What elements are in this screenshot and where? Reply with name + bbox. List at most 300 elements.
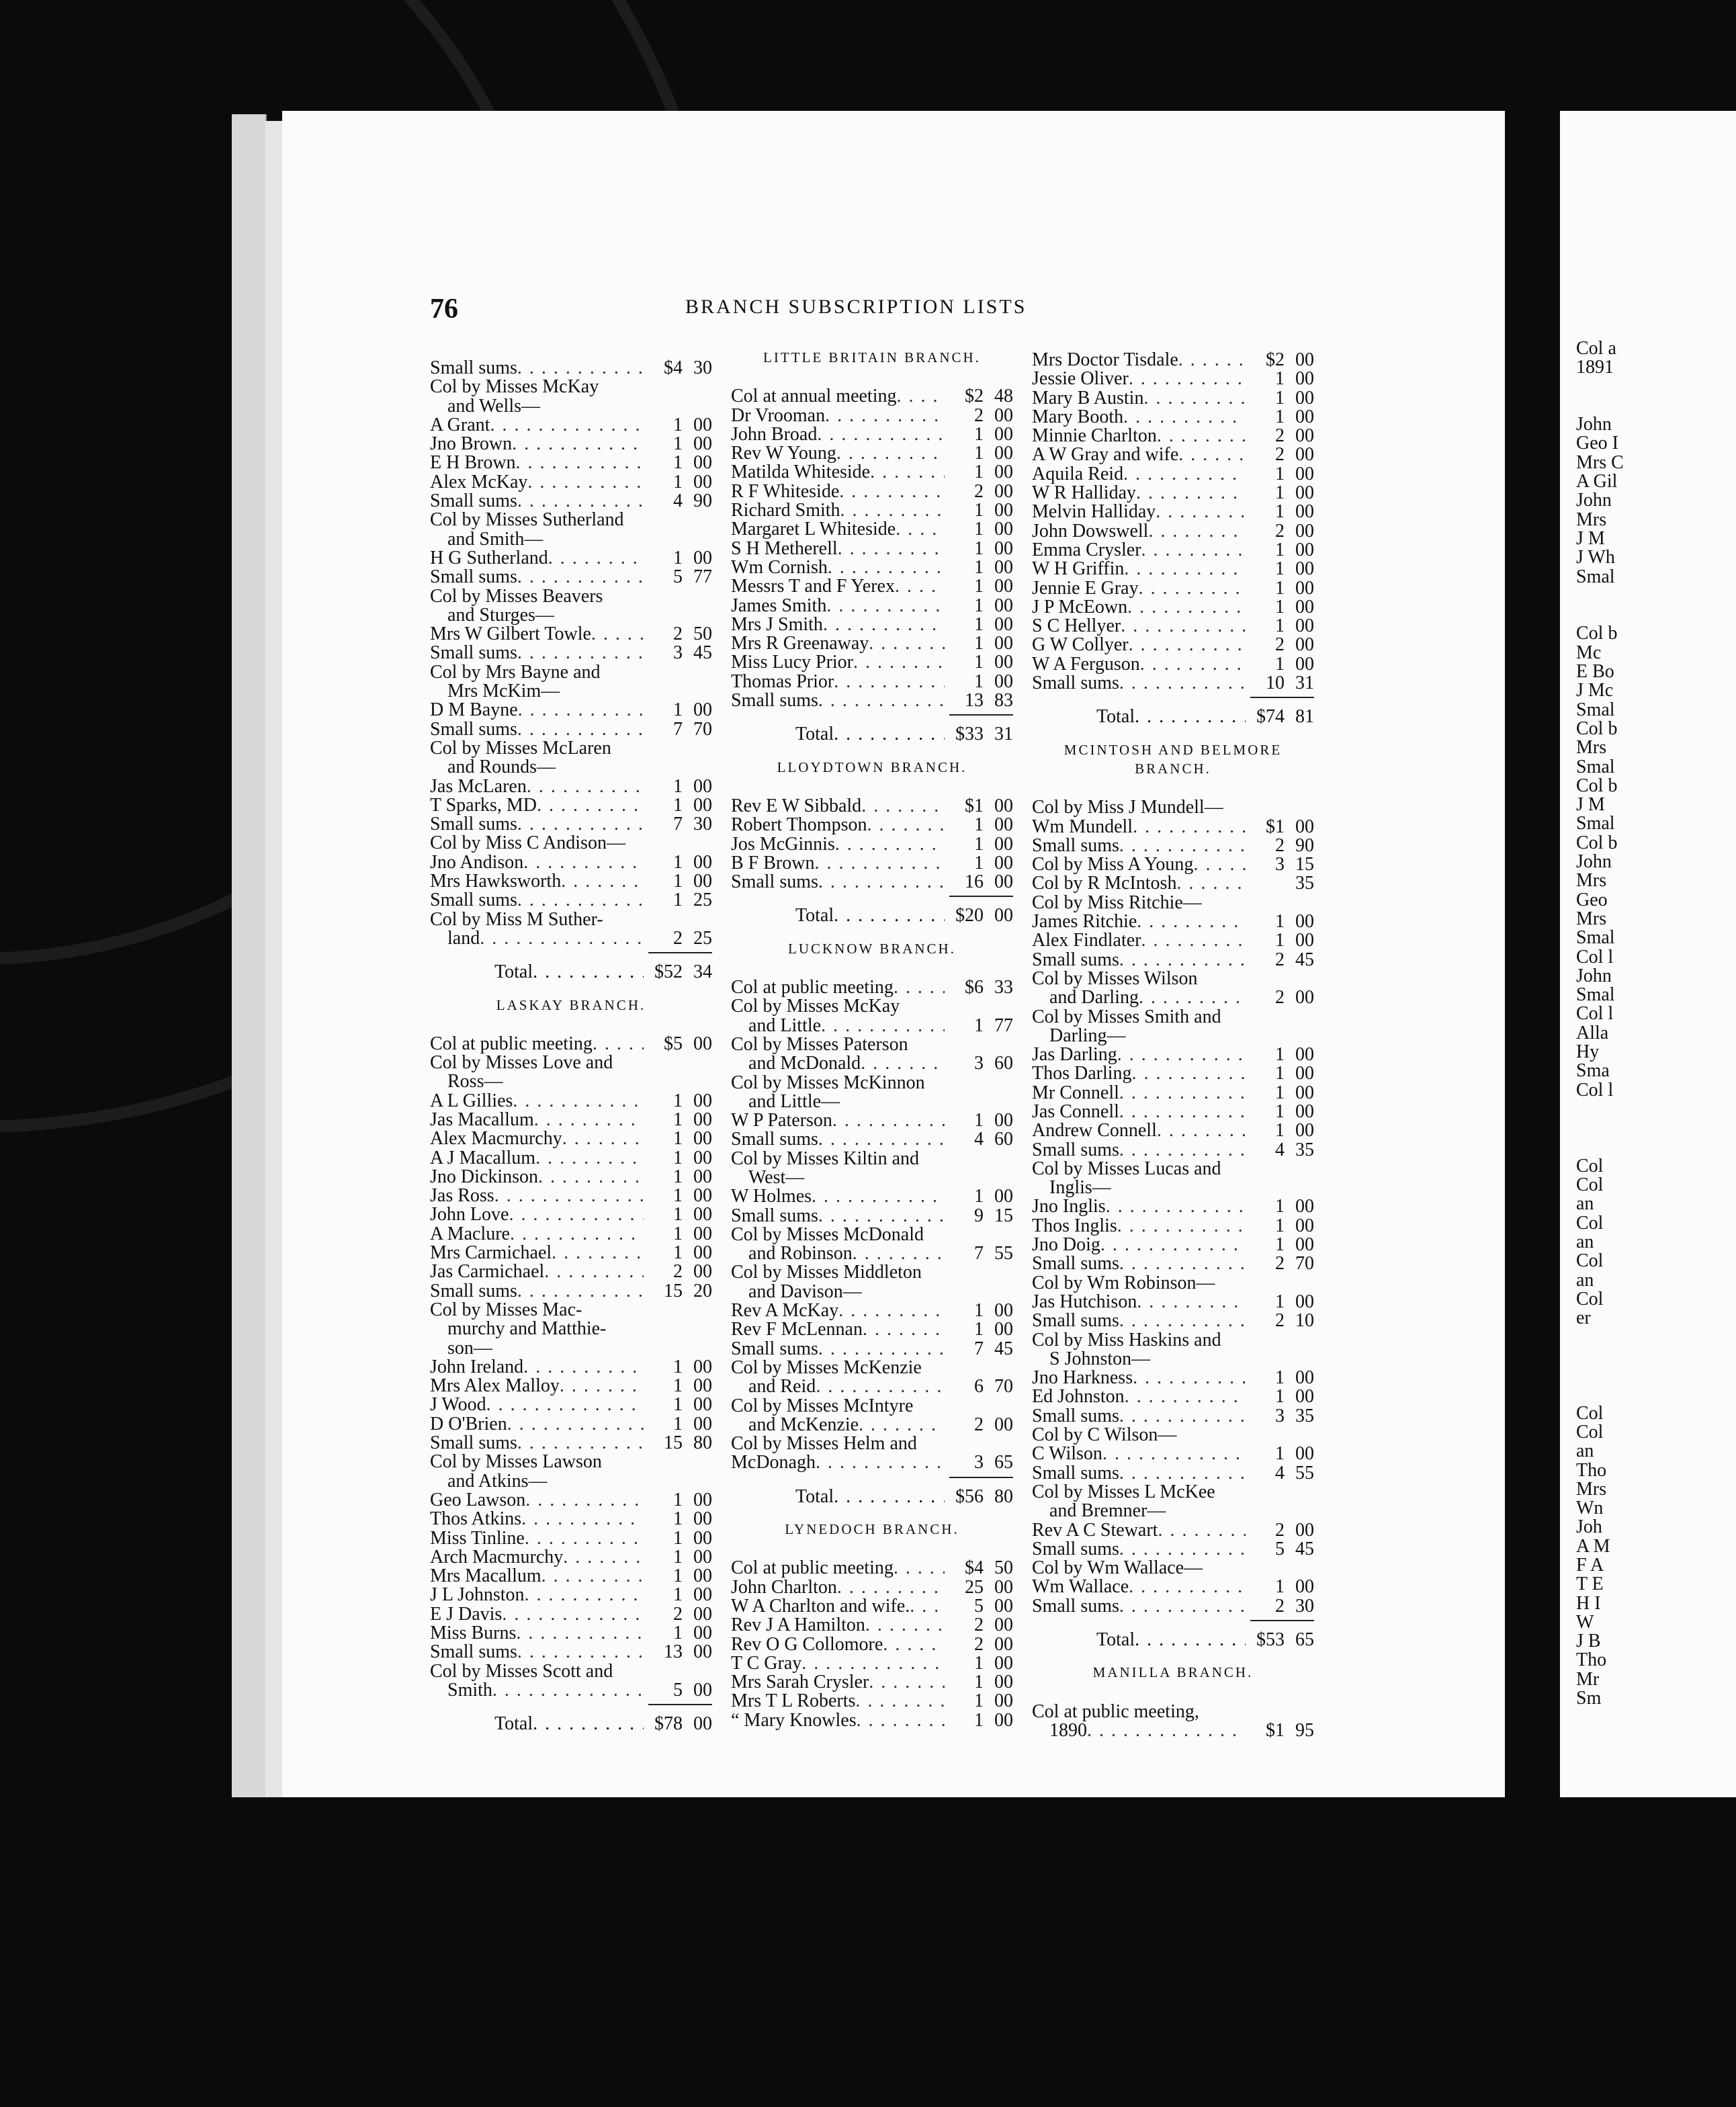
- entry-cents: 00: [994, 796, 1013, 816]
- entry-name: Jno Harkness: [1032, 1369, 1133, 1388]
- entry-name: Jas McLaren: [430, 777, 527, 796]
- entry-dollars: 1: [1275, 1102, 1285, 1122]
- entry-cents: 00: [693, 1547, 712, 1567]
- entry-dollars: $5: [664, 1034, 683, 1054]
- collector-line: Col by Mrs Bayne and: [430, 662, 601, 683]
- entry-name: Jessie Oliver: [1032, 370, 1129, 389]
- leader-dots: [834, 725, 945, 744]
- entry-name: Small sums: [430, 568, 517, 587]
- entry-dollars: 2: [1275, 1312, 1285, 1331]
- subscription-entry: [1032, 1369, 1314, 1387]
- entry-name: Messrs T and F Yerex: [731, 577, 895, 597]
- subscription-entry: [430, 1282, 712, 1301]
- entry-dollars: 1: [974, 672, 984, 692]
- entry-dollars: $4: [965, 1559, 984, 1578]
- collector-line: son—: [447, 1338, 492, 1358]
- collector-line: Col by Misses Wilson: [1032, 969, 1198, 989]
- entry-dollars: 1: [673, 1377, 683, 1396]
- entry-dollars: 1: [974, 463, 984, 482]
- entry-name: Small sums: [731, 1130, 818, 1150]
- entry-dollars: 1: [673, 1244, 683, 1263]
- entry-cents: 60: [994, 1130, 1013, 1150]
- entry-cents: 00: [1295, 1045, 1314, 1065]
- leader-dots: [1087, 1721, 1246, 1740]
- leader-dots: [1135, 1631, 1246, 1649]
- entry-cents: 00: [693, 1680, 712, 1701]
- entry-name: Rev A C Stewart: [1032, 1520, 1158, 1540]
- entry-name: J P McEown: [1032, 597, 1128, 617]
- entry-dollars: 2: [673, 1604, 683, 1624]
- entry-dollars: 1: [974, 1653, 984, 1674]
- total-dollars: $74: [1256, 706, 1285, 728]
- entry-cents: 00: [994, 873, 1013, 892]
- entry-name: Small sums: [430, 720, 517, 739]
- fragment-line: Smal: [1576, 699, 1615, 720]
- subscription-entry: [731, 835, 1013, 854]
- entry-name: Aquila Reid: [1032, 464, 1124, 484]
- collector-line: West—: [748, 1168, 805, 1188]
- entry-dollars: [1246, 874, 1285, 893]
- entry-name: Jas Darling: [1032, 1045, 1117, 1065]
- fragment-line: [1576, 1385, 1624, 1404]
- fragment-line: Tho: [1576, 1459, 1607, 1481]
- page-edge-stack: [232, 114, 267, 1797]
- entry-name: W P Paterson: [731, 1111, 832, 1131]
- subscription-entry: [731, 978, 1013, 997]
- subscription-entry: [430, 568, 712, 587]
- collector-line: Col by Misses Paterson: [731, 1035, 908, 1055]
- entry-cents: 00: [994, 1692, 1013, 1711]
- leader-dots: [535, 1149, 644, 1168]
- entry-name: Jas Hutchison: [1032, 1292, 1137, 1312]
- branch-heading: LYNEDOCH BRANCH.: [785, 1521, 959, 1538]
- entry-cents: 00: [994, 444, 1013, 464]
- collector-line: murchy and Matthie-: [447, 1320, 607, 1339]
- entry-dollars: 1: [673, 454, 683, 473]
- collector-line: and Sturges—: [447, 605, 554, 626]
- subscription-entry: [731, 615, 1013, 634]
- subscription-entry: [430, 720, 712, 739]
- entry-name: Alex Macmurchy: [430, 1129, 562, 1149]
- leader-dots: [527, 777, 644, 796]
- total-rule: [648, 1704, 712, 1705]
- leader-dots: [859, 1416, 945, 1434]
- collector-line: Col by Misses Love and: [430, 1054, 613, 1073]
- entry-dollars: 7: [974, 1339, 984, 1359]
- subscription-entry: [1032, 655, 1314, 674]
- entry-cents: 00: [994, 558, 1013, 578]
- leader-dots: [517, 359, 644, 378]
- column-2: [731, 348, 1013, 1730]
- entry-dollars: 1: [1275, 1292, 1285, 1312]
- entry-name: Small sums: [430, 1643, 517, 1662]
- fragment-line: Mr: [1576, 1668, 1600, 1690]
- leader-dots: [1119, 1312, 1246, 1330]
- subscription-entry: [430, 1605, 712, 1624]
- entry-cents: 00: [1295, 484, 1314, 503]
- subscription-entry: [1032, 1521, 1314, 1540]
- entry-dollars: 1: [673, 1586, 683, 1605]
- subscription-entry: [430, 853, 712, 872]
- entry-name: Jos McGinnis: [731, 834, 835, 854]
- total-cents: 65: [1295, 1629, 1314, 1650]
- entry-dollars: 1: [1275, 407, 1285, 427]
- subscription-entry: [1032, 503, 1314, 521]
- subscription-entry: [731, 1320, 1013, 1339]
- entry-name: Col at public meeting: [430, 1034, 593, 1054]
- entry-cents: 70: [1295, 1254, 1314, 1274]
- entry-name: and McKenzie: [748, 1415, 859, 1435]
- subscription-entry: [430, 1205, 712, 1224]
- entry-name: Miss Lucy Prior: [731, 653, 853, 673]
- entry-name: Mrs Alex Malloy: [430, 1377, 560, 1396]
- subscription-entry: [731, 653, 1013, 672]
- entry-cents: 00: [994, 577, 1013, 597]
- entry-cents: 00: [994, 653, 1013, 673]
- leader-dots: [517, 1643, 644, 1662]
- fragment-line: Geo I: [1576, 433, 1618, 454]
- subscription-entry: [1032, 1236, 1314, 1254]
- entry-dollars: 1: [1275, 503, 1285, 522]
- leader-dots: [1119, 1084, 1246, 1103]
- entry-cents: 55: [994, 1244, 1013, 1264]
- leader-dots: [593, 1035, 644, 1054]
- entry-cents: 00: [693, 1624, 712, 1643]
- entry-name: Robert Thompson: [731, 816, 867, 835]
- entry-cents: 00: [994, 672, 1013, 692]
- entry-dollars: 1: [673, 415, 683, 435]
- leader-dots: [516, 454, 644, 472]
- entry-cents: 00: [693, 1129, 712, 1149]
- leader-dots: [897, 387, 945, 406]
- fragment-line: Col b: [1576, 718, 1618, 739]
- entry-cents: 00: [1295, 560, 1314, 579]
- subscription-entry: [731, 816, 1013, 834]
- entry-name: James Ritchie: [1032, 912, 1137, 932]
- entry-cents: 00: [1295, 931, 1314, 951]
- leader-dots: [517, 644, 644, 662]
- entry-name: C Wilson: [1032, 1445, 1102, 1464]
- subscription-entry: [430, 359, 712, 378]
- collector-line: Col by Misses Scott and: [430, 1662, 613, 1681]
- fragment-line: [1576, 378, 1624, 396]
- entry-cents: 00: [994, 1301, 1013, 1321]
- entry-dollars: 1: [1275, 484, 1285, 503]
- subscription-entry: [731, 1301, 1013, 1320]
- entry-dollars: 7: [673, 720, 683, 739]
- leader-dots: [533, 963, 644, 982]
- leader-dots: [816, 1377, 945, 1396]
- branch-heading: LLOYDTOWN BRANCH.: [777, 759, 967, 775]
- entry-name: Mrs Carmichael: [430, 1244, 552, 1263]
- subscription-entry: [731, 634, 1013, 653]
- total-dollars: $78: [654, 1713, 683, 1735]
- leader-dots: [1119, 1254, 1246, 1273]
- entry-dollars: 1: [974, 1111, 984, 1131]
- entry-name: Matilda Whiteside: [731, 463, 871, 482]
- entry-cents: 77: [994, 1016, 1013, 1035]
- leader-dots: [1157, 427, 1246, 445]
- collector-line: Mrs McKim—: [447, 682, 560, 701]
- entry-name: and McDonald: [748, 1054, 861, 1074]
- entry-dollars: 1: [673, 701, 683, 720]
- collector-line: Col by Miss C Andison—: [430, 834, 625, 853]
- entry-cents: 20: [693, 1281, 712, 1301]
- entry-dollars: 1: [1275, 1045, 1285, 1065]
- leader-dots: [1178, 351, 1246, 370]
- entry-cents: 00: [1295, 1236, 1314, 1255]
- leader-dots: [492, 1681, 644, 1700]
- fragment-line: Mrs: [1576, 870, 1607, 892]
- right-page-fragments: [1576, 339, 1624, 1708]
- subscription-entry: [731, 1130, 1013, 1149]
- subscription-entry: [731, 1244, 1013, 1263]
- entry-dollars: 3: [974, 1054, 984, 1074]
- leader-dots: [1119, 1540, 1246, 1559]
- subscription-entry: [430, 1395, 712, 1414]
- entry-name: Jno Andison: [430, 853, 524, 873]
- fragment-line: Col l: [1576, 1003, 1614, 1025]
- leader-dots: [837, 1578, 945, 1597]
- subscription-entry: [430, 549, 712, 568]
- entry-dollars: 1: [974, 615, 984, 635]
- total-dollars: $56: [955, 1486, 984, 1507]
- entry-cents: 00: [693, 853, 712, 873]
- total-rule: [949, 714, 1013, 716]
- entry-name: H G Sutherland: [430, 548, 548, 568]
- branch-total: [731, 906, 1013, 925]
- total-label: Total: [795, 1486, 834, 1507]
- page-header: [430, 293, 1518, 333]
- leader-dots: [1158, 1521, 1246, 1540]
- entry-dollars: 1: [673, 1547, 683, 1567]
- entry-dollars: 1: [974, 1711, 984, 1730]
- subscription-entry: [1032, 1721, 1314, 1740]
- fragment-line: Col b: [1576, 775, 1618, 796]
- fragment-line: [1576, 1347, 1624, 1366]
- entry-cents: 00: [693, 701, 712, 720]
- subscription-entry: [731, 1340, 1013, 1359]
- entry-dollars: 1: [974, 634, 984, 654]
- entry-name: T C Gray: [731, 1653, 802, 1674]
- total-label: Total: [494, 1713, 533, 1735]
- entry-cents: 30: [693, 815, 712, 834]
- entry-name: Jas Ross: [430, 1187, 494, 1206]
- entry-name: Small sums: [430, 891, 517, 910]
- entry-dollars: 1: [673, 1510, 683, 1529]
- entry-cents: 00: [1295, 407, 1314, 427]
- fragment-line: Col b: [1576, 623, 1618, 644]
- leader-dots: [894, 978, 945, 997]
- entry-name: Col at public meeting: [731, 1559, 894, 1578]
- total-cents: 81: [1295, 706, 1314, 728]
- collector-line: Col by Wm Wallace—: [1032, 1559, 1203, 1578]
- entry-name: Mrs Hawksworth: [430, 872, 562, 892]
- leader-dots: [863, 1320, 945, 1339]
- entry-cents: 00: [1295, 617, 1314, 636]
- leader-dots: [534, 1111, 644, 1129]
- leader-dots: [527, 473, 644, 492]
- leader-dots: [523, 1358, 644, 1377]
- fragment-line: [1576, 1328, 1624, 1346]
- book-gutter: [1505, 111, 1560, 1797]
- entry-name: Jas Macallum: [430, 1110, 534, 1130]
- entry-cents: 00: [994, 406, 1013, 425]
- entry-cents: 00: [994, 1653, 1013, 1674]
- entry-name: Ed Johnston: [1032, 1387, 1125, 1407]
- subscription-entry: [430, 1187, 712, 1205]
- subscription-entry: [1032, 465, 1314, 484]
- entry-cents: 00: [1295, 1216, 1314, 1236]
- subscription-entry: [430, 1548, 712, 1567]
- fragment-line: J Wh: [1576, 547, 1615, 568]
- entry-cents: 70: [693, 720, 712, 739]
- branch-total: [430, 963, 712, 982]
- subscription-entry: [430, 796, 712, 815]
- entry-name: Small sums: [1032, 674, 1119, 693]
- entry-cents: 00: [693, 777, 712, 796]
- collector-line: Col by Misses Lawson: [430, 1453, 602, 1472]
- entry-dollars: 1: [673, 1529, 683, 1548]
- entry-dollars: 1: [974, 653, 984, 673]
- entry-name: Jno Dickinson: [430, 1167, 538, 1187]
- leader-dots: [834, 673, 945, 691]
- fragment-line: Tho: [1576, 1649, 1607, 1671]
- leader-dots: [838, 1301, 945, 1320]
- fragment-line: J M: [1576, 794, 1605, 816]
- collector-line: Inglis—: [1049, 1178, 1111, 1198]
- subscription-entry: [731, 1377, 1013, 1396]
- entry-cents: 55: [1295, 1463, 1314, 1483]
- total-cents: 80: [994, 1486, 1013, 1507]
- entry-dollars: 1: [1275, 540, 1285, 560]
- leader-dots: [1136, 484, 1246, 503]
- entry-name: Mrs Macallum: [430, 1567, 541, 1586]
- entry-cents: 00: [1295, 1121, 1314, 1141]
- entry-name: J Wood: [430, 1395, 486, 1415]
- entry-cents: 00: [994, 1596, 1013, 1617]
- leader-dots: [818, 1207, 945, 1226]
- entry-cents: 00: [693, 1034, 712, 1054]
- collector-line: Col by Misses McLaren: [430, 738, 611, 759]
- fragment-line: Col: [1576, 1288, 1604, 1309]
- leader-dots: [560, 1377, 644, 1395]
- leader-dots: [521, 1510, 644, 1529]
- entry-cents: 00: [693, 1091, 712, 1111]
- entry-name: and Darling: [1049, 988, 1139, 1008]
- entry-name: D M Bayne: [430, 701, 518, 720]
- subscription-entry: [1032, 931, 1314, 950]
- entry-name: Rev J A Hamilton: [731, 1616, 865, 1635]
- entry-name: Jas Connell: [1032, 1102, 1119, 1122]
- leader-dots: [838, 540, 945, 558]
- entry-cents: 00: [693, 415, 712, 435]
- leader-dots: [818, 691, 945, 710]
- subscription-entry: [1032, 1387, 1314, 1406]
- entry-cents: 00: [693, 1490, 712, 1510]
- entry-dollars: 16: [965, 873, 984, 892]
- entry-name: Small sums: [1032, 1406, 1119, 1426]
- entry-dollars: 1: [673, 1414, 683, 1434]
- entry-name: Small sums: [430, 644, 517, 663]
- entry-name: Mrs J Smith: [731, 615, 823, 635]
- subscription-entry: [731, 1559, 1013, 1578]
- collector-line: Col by Misses Helm and: [731, 1434, 917, 1454]
- entry-dollars: 1: [1275, 1083, 1285, 1103]
- entry-name: Mrs W Gilbert Towle: [430, 625, 591, 644]
- entry-name: McDonagh: [731, 1453, 816, 1473]
- entry-name: D O'Brien: [430, 1414, 507, 1434]
- entry-name: Melvin Halliday: [1032, 503, 1156, 522]
- entry-name: A Maclure: [430, 1224, 510, 1244]
- entry-cents: 35: [1295, 1140, 1314, 1160]
- entry-name: Wm Mundell: [1032, 817, 1133, 836]
- collector-line: Col by Misses McKenzie: [731, 1358, 922, 1378]
- leader-dots: [490, 416, 644, 435]
- total-rule: [949, 896, 1013, 897]
- entry-dollars: 1: [974, 834, 984, 854]
- entry-name: A Grant: [430, 415, 490, 435]
- leader-dots: [1106, 1197, 1246, 1216]
- subscription-entry: [1032, 579, 1314, 598]
- page-number: 76: [430, 294, 458, 325]
- entry-name: Rev E W Sibbald: [731, 796, 862, 816]
- leader-dots: [839, 482, 945, 501]
- entry-name: Thos Darling: [1032, 1064, 1132, 1084]
- entry-cents: 00: [693, 1205, 712, 1225]
- leader-dots: [857, 1711, 945, 1730]
- subscription-entry: [731, 1654, 1013, 1673]
- entry-cents: 00: [1295, 540, 1314, 560]
- total-rule: [648, 952, 712, 953]
- leader-dots: [870, 463, 945, 482]
- subscription-entry: [731, 1054, 1013, 1073]
- entry-cents: 00: [994, 425, 1013, 445]
- entry-dollars: 15: [664, 1434, 683, 1453]
- leader-dots: [1119, 1407, 1246, 1426]
- entry-cents: 00: [1295, 1387, 1314, 1407]
- subscription-entry: [1032, 1597, 1314, 1616]
- subscription-entry: [430, 1225, 712, 1244]
- leader-dots: [818, 1130, 945, 1149]
- entry-name: R F Whiteside: [731, 482, 840, 502]
- subscription-entry: [1032, 541, 1314, 560]
- entry-name: Rev F McLennan: [731, 1320, 863, 1340]
- fragment-line: J M: [1576, 527, 1605, 549]
- entry-cents: 31: [1295, 674, 1314, 693]
- entry-dollars: 1: [974, 1016, 984, 1035]
- entry-name: Small sums: [1032, 1254, 1119, 1274]
- entry-cents: 00: [994, 463, 1013, 482]
- fragment-line: Mrs C: [1576, 452, 1624, 473]
- subscription-entry: [731, 501, 1013, 520]
- leader-dots: [832, 1111, 945, 1130]
- subscription-entry: [731, 1453, 1013, 1472]
- entry-dollars: 1: [974, 853, 984, 873]
- subscription-entry: [1032, 855, 1314, 874]
- leader-dots: [1119, 951, 1246, 970]
- leader-dots: [836, 444, 945, 463]
- entry-dollars: 1: [974, 1692, 984, 1711]
- subscription-entry: [731, 597, 1013, 615]
- leader-dots: [1156, 503, 1246, 521]
- leader-dots: [517, 720, 644, 739]
- leader-dots: [1100, 1236, 1246, 1254]
- entry-name: Small sums: [731, 691, 818, 711]
- entry-dollars: 1: [974, 1320, 984, 1340]
- leader-dots: [518, 701, 644, 720]
- leader-dots: [1133, 818, 1246, 836]
